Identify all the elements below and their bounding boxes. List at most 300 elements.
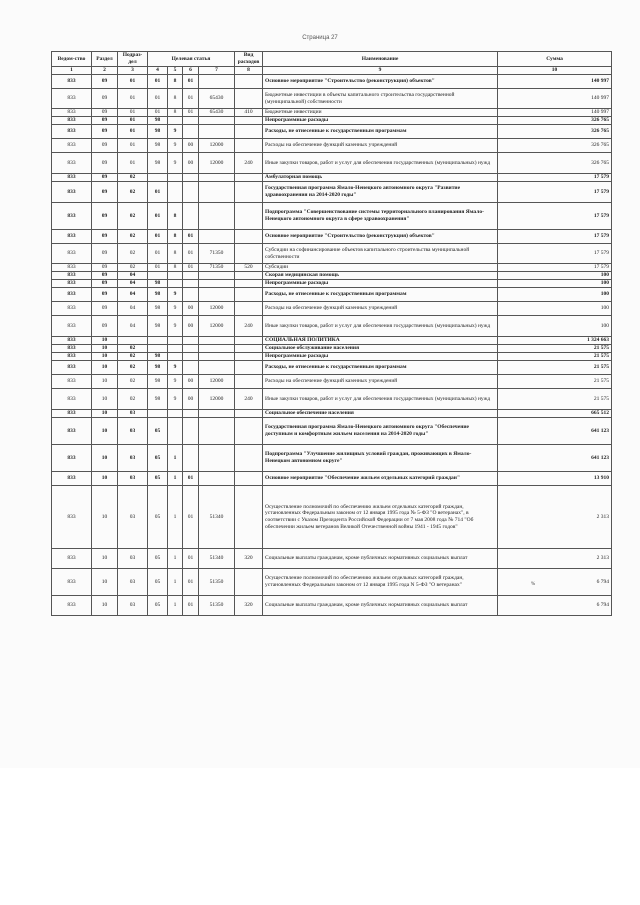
- cell-ved: 833: [52, 353, 92, 361]
- cell-name: Расходы на обеспечение функций казенных учреждений: [263, 375, 498, 389]
- cell-sum: 140 997: [498, 75, 612, 89]
- cell-target-direction: 12000: [199, 375, 235, 389]
- cell-vid: [235, 203, 263, 230]
- cell-vid: 410: [235, 109, 263, 117]
- table-row: [52, 418, 612, 445]
- cell-podrazdel: 03: [118, 472, 148, 486]
- cell-razdel: 09: [92, 89, 118, 109]
- cell-target-program: [148, 337, 168, 345]
- cell-target-program: 01: [148, 230, 168, 244]
- cell-sum: 641 123: [498, 418, 612, 445]
- cell-target-event: 01: [183, 596, 199, 616]
- cell-razdel: 10: [92, 353, 118, 361]
- cell-vid: [235, 445, 263, 472]
- cell-target-event: 01: [183, 549, 199, 569]
- cell-target-direction: 71350: [199, 264, 235, 272]
- cell-podrazdel: 03: [118, 445, 148, 472]
- cell-target-program: 98: [148, 316, 168, 337]
- cell-target-subprogram: [168, 182, 183, 203]
- cell-sum: 21 575: [498, 375, 612, 389]
- table-row: [52, 203, 612, 230]
- table-row: [52, 375, 612, 389]
- cell-target-program: 98: [148, 288, 168, 302]
- cell-target-program: 98: [148, 125, 168, 139]
- cell-target-program: 98: [148, 139, 168, 153]
- cell-target-program: 01: [148, 203, 168, 230]
- col-number: 3: [118, 67, 148, 75]
- cell-ved: 833: [52, 203, 92, 230]
- cell-razdel: 09: [92, 244, 118, 264]
- cell-name: Иные закупки товаров, работ и услуг для обеспечения государственных (муниципальных) нужд: [263, 389, 498, 410]
- cell-vid: [235, 361, 263, 375]
- cell-target-direction: [199, 272, 235, 280]
- table-row: [52, 139, 612, 153]
- cell-target-event: [183, 117, 199, 125]
- cell-sum: 6 794: [498, 569, 612, 596]
- cell-ved: 833: [52, 117, 92, 125]
- cell-target-event: [183, 280, 199, 288]
- cell-ved: 833: [52, 302, 92, 316]
- cell-target-event: [183, 174, 199, 182]
- cell-target-direction: [199, 125, 235, 139]
- cell-razdel: 10: [92, 569, 118, 596]
- cell-razdel: 09: [92, 302, 118, 316]
- cell-sum: 1 324 663: [498, 337, 612, 345]
- cell-razdel: 10: [92, 596, 118, 616]
- cell-razdel: 09: [92, 272, 118, 280]
- cell-name: Непрограммные расходы: [263, 280, 498, 288]
- cell-vid: [235, 337, 263, 345]
- cell-vid: [235, 302, 263, 316]
- cell-name: Иные закупки товаров, работ и услуг для обеспечения государственных (муниципальных) нужд: [263, 153, 498, 174]
- cell-name: Расходы, не отнесенные к государственным программам: [263, 125, 498, 139]
- cell-name: Государственная программа Ямало-Ненецкого автономного округа "Обеспечение доступным и комфортным жильем населения на 2014-2020 годы": [263, 418, 498, 445]
- cell-razdel: 10: [92, 337, 118, 345]
- cell-sum: 6 794: [498, 596, 612, 616]
- cell-vid: [235, 125, 263, 139]
- table-row: [52, 230, 612, 244]
- table-row: [52, 153, 612, 174]
- cell-podrazdel: 02: [118, 345, 148, 353]
- col-number: 7: [199, 67, 235, 75]
- cell-name: Социальные выплаты гражданам, кроме публичных нормативных социальных выплат: [263, 549, 498, 569]
- cell-target-program: 05: [148, 486, 168, 549]
- cell-razdel: 09: [92, 203, 118, 230]
- cell-sum: 100: [498, 280, 612, 288]
- cell-target-subprogram: [168, 410, 183, 418]
- cell-target-subprogram: [168, 337, 183, 345]
- cell-sum: 100: [498, 272, 612, 280]
- cell-target-program: 05: [148, 472, 168, 486]
- cell-target-event: [183, 272, 199, 280]
- cell-vid: [235, 89, 263, 109]
- cell-target-program: 01: [148, 75, 168, 89]
- cell-sum: 326 765: [498, 139, 612, 153]
- cell-ved: 833: [52, 182, 92, 203]
- cell-ved: 833: [52, 375, 92, 389]
- cell-sum: 2 313: [498, 549, 612, 569]
- cell-target-subprogram: 8: [168, 230, 183, 244]
- cell-ved: 833: [52, 280, 92, 288]
- cell-sum: 326 765: [498, 125, 612, 139]
- cell-sum: 326 765: [498, 153, 612, 174]
- cell-target-program: [148, 345, 168, 353]
- cell-podrazdel: 03: [118, 569, 148, 596]
- cell-target-program: 05: [148, 418, 168, 445]
- table-row: [52, 244, 612, 264]
- cell-target-event: 01: [183, 230, 199, 244]
- cell-podrazdel: 03: [118, 486, 148, 549]
- table-row: [52, 353, 612, 361]
- cell-target-program: [148, 272, 168, 280]
- cell-target-event: [183, 353, 199, 361]
- cell-razdel: 10: [92, 445, 118, 472]
- cell-razdel: 09: [92, 280, 118, 288]
- cell-target-subprogram: 8: [168, 75, 183, 89]
- cell-razdel: 10: [92, 345, 118, 353]
- cell-target-event: 00: [183, 316, 199, 337]
- cell-target-program: 01: [148, 89, 168, 109]
- cell-vid: [235, 472, 263, 486]
- cell-target-direction: [199, 361, 235, 375]
- cell-name: Расходы на обеспечение функций казенных учреждений: [263, 302, 498, 316]
- table-row: [52, 89, 612, 109]
- cell-sum: 17 579: [498, 230, 612, 244]
- cell-vid: [235, 117, 263, 125]
- cell-target-program: 01: [148, 109, 168, 117]
- cell-target-subprogram: [168, 117, 183, 125]
- col-number: 9: [263, 67, 498, 75]
- cell-target-subprogram: [168, 280, 183, 288]
- cell-target-subprogram: 9: [168, 302, 183, 316]
- cell-vid: [235, 244, 263, 264]
- cell-razdel: 10: [92, 472, 118, 486]
- cell-target-subprogram: 8: [168, 109, 183, 117]
- cell-target-program: 05: [148, 569, 168, 596]
- cell-target-direction: [199, 345, 235, 353]
- cell-ved: 833: [52, 89, 92, 109]
- cell-target-event: 01: [183, 89, 199, 109]
- cell-target-direction: [199, 288, 235, 302]
- cell-podrazdel: 02: [118, 230, 148, 244]
- cell-name: Расходы на обеспечение функций казенных учреждений: [263, 139, 498, 153]
- cell-target-direction: 51350: [199, 596, 235, 616]
- cell-target-program: 01: [148, 264, 168, 272]
- cell-target-direction: 51350: [199, 569, 235, 596]
- cell-target-event: [183, 361, 199, 375]
- cell-sum: 140 997: [498, 89, 612, 109]
- cell-podrazdel: 04: [118, 272, 148, 280]
- header-row: [52, 52, 612, 67]
- cell-target-direction: [199, 230, 235, 244]
- cell-name: СОЦИАЛЬНАЯ ПОЛИТИКА: [263, 337, 498, 345]
- cell-podrazdel: 01: [118, 153, 148, 174]
- cell-target-program: 01: [148, 244, 168, 264]
- cell-sum: 17 579: [498, 203, 612, 230]
- cell-name: Осуществление полномочий по обеспечению жильем отдельных категорий граждан, установленных Федеральным законом от 12 января 1995 года N 5-ФЗ "О ветеранах": [263, 569, 498, 596]
- cell-name: Основное мероприятие "Обеспечение жильем отдельных категорий граждан": [263, 472, 498, 486]
- cell-target-subprogram: 9: [168, 361, 183, 375]
- cell-target-direction: 12000: [199, 302, 235, 316]
- cell-vid: [235, 345, 263, 353]
- cell-podrazdel: 04: [118, 280, 148, 288]
- cell-vid: [235, 418, 263, 445]
- cell-vid: [235, 174, 263, 182]
- cell-vid: [235, 375, 263, 389]
- cell-vid: [235, 280, 263, 288]
- cell-podrazdel: 02: [118, 389, 148, 410]
- cell-target-subprogram: 9: [168, 153, 183, 174]
- cell-target-direction: [199, 410, 235, 418]
- table-row: [52, 361, 612, 375]
- cell-target-direction: [199, 174, 235, 182]
- cell-ved: 833: [52, 153, 92, 174]
- cell-target-direction: [199, 472, 235, 486]
- cell-target-event: 01: [183, 244, 199, 264]
- cell-target-event: 00: [183, 302, 199, 316]
- cell-target-subprogram: 8: [168, 264, 183, 272]
- cell-podrazdel: 02: [118, 174, 148, 182]
- col-header-vid: Вид расходов: [235, 52, 263, 67]
- column-number-row: [52, 67, 612, 75]
- cell-ved: 833: [52, 264, 92, 272]
- cell-target-program: [148, 174, 168, 182]
- cell-target-direction: 65430: [199, 109, 235, 117]
- cell-sum: 100: [498, 316, 612, 337]
- col-number: 6: [183, 67, 199, 75]
- cell-ved: 833: [52, 596, 92, 616]
- cell-razdel: 09: [92, 153, 118, 174]
- cell-target-program: 98: [148, 280, 168, 288]
- cell-target-event: [183, 288, 199, 302]
- cell-razdel: 09: [92, 139, 118, 153]
- table-row: [52, 389, 612, 410]
- cell-target-subprogram: 9: [168, 139, 183, 153]
- cell-target-subprogram: [168, 418, 183, 445]
- cell-podrazdel: 02: [118, 182, 148, 203]
- cell-vid: [235, 353, 263, 361]
- cell-target-program: 05: [148, 596, 168, 616]
- cell-target-direction: 65430: [199, 89, 235, 109]
- cell-ved: 833: [52, 410, 92, 418]
- table-row: [52, 549, 612, 569]
- cell-target-direction: [199, 337, 235, 345]
- cell-target-direction: [199, 75, 235, 89]
- cell-target-direction: [199, 445, 235, 472]
- cell-name: Основное мероприятие "Строительство (реконструкция) объектов": [263, 230, 498, 244]
- cell-podrazdel: 01: [118, 109, 148, 117]
- cell-name: Социальные выплаты гражданам, кроме публичных нормативных социальных выплат: [263, 596, 498, 616]
- cell-razdel: 09: [92, 182, 118, 203]
- cell-target-event: [183, 445, 199, 472]
- cell-razdel: 09: [92, 288, 118, 302]
- cell-podrazdel: 01: [118, 125, 148, 139]
- cell-name: Расходы, не отнесенные к государственным программам: [263, 288, 498, 302]
- col-header-sum: Сумма: [498, 52, 612, 67]
- cell-target-subprogram: 8: [168, 244, 183, 264]
- cell-podrazdel: 02: [118, 203, 148, 230]
- cell-target-subprogram: 1: [168, 445, 183, 472]
- cell-target-program: 98: [148, 302, 168, 316]
- cell-ved: 833: [52, 549, 92, 569]
- cell-target-subprogram: 1: [168, 569, 183, 596]
- cell-razdel: 10: [92, 375, 118, 389]
- cell-ved: 833: [52, 125, 92, 139]
- cell-ved: 833: [52, 288, 92, 302]
- cell-target-subprogram: [168, 345, 183, 353]
- cell-sum: 21 575: [498, 389, 612, 410]
- cell-ved: 833: [52, 337, 92, 345]
- cell-name: Расходы, не отнесенные к государственным программам: [263, 361, 498, 375]
- cell-sum: 665 512: [498, 410, 612, 418]
- col-number: 4: [148, 67, 168, 75]
- cell-name: Иные закупки товаров, работ и услуг для обеспечения государственных (муниципальных) нужд: [263, 316, 498, 337]
- cell-razdel: 10: [92, 410, 118, 418]
- cell-podrazdel: 02: [118, 353, 148, 361]
- cell-ved: 833: [52, 174, 92, 182]
- table-row: [52, 302, 612, 316]
- cell-target-direction: [199, 353, 235, 361]
- table-row: [52, 337, 612, 345]
- cell-ved: 833: [52, 244, 92, 264]
- cell-name: Непрограммные расходы: [263, 353, 498, 361]
- cell-target-subprogram: [168, 174, 183, 182]
- cell-sum: 17 579: [498, 244, 612, 264]
- cell-target-event: 00: [183, 153, 199, 174]
- cell-vid: 240: [235, 153, 263, 174]
- cell-name: Подпрограмма "Совершенствование системы территориального планирования Ямало-Ненецкого автономного округа в сфере здравоохранения": [263, 203, 498, 230]
- cell-razdel: 09: [92, 75, 118, 89]
- cell-sum: 2 313: [498, 486, 612, 549]
- cell-target-subprogram: 9: [168, 389, 183, 410]
- cell-target-direction: 51340: [199, 549, 235, 569]
- cell-target-event: 01: [183, 472, 199, 486]
- cell-podrazdel: 03: [118, 596, 148, 616]
- cell-podrazdel: 02: [118, 361, 148, 375]
- cell-ved: 833: [52, 389, 92, 410]
- cell-name: Бюджетные инвестиции: [263, 109, 498, 117]
- cell-ved: 833: [52, 486, 92, 549]
- cell-ved: 833: [52, 418, 92, 445]
- cell-target-direction: [199, 418, 235, 445]
- table-row: [52, 410, 612, 418]
- cell-target-event: 00: [183, 375, 199, 389]
- cell-vid: 240: [235, 389, 263, 410]
- cell-ved: 833: [52, 472, 92, 486]
- cell-target-event: [183, 182, 199, 203]
- cell-vid: [235, 569, 263, 596]
- cell-podrazdel: 01: [118, 89, 148, 109]
- table-row: [52, 182, 612, 203]
- cell-target-program: 05: [148, 549, 168, 569]
- cell-target-program: 98: [148, 389, 168, 410]
- cell-razdel: 10: [92, 418, 118, 445]
- cell-target-event: 00: [183, 139, 199, 153]
- table-row: [52, 316, 612, 337]
- col-number: 10: [498, 67, 612, 75]
- cell-vid: 240: [235, 316, 263, 337]
- table-row: [52, 174, 612, 182]
- cell-target-event: [183, 203, 199, 230]
- cell-ved: 833: [52, 75, 92, 89]
- cell-sum: 21 575: [498, 361, 612, 375]
- cell-podrazdel: 04: [118, 316, 148, 337]
- cell-ved: 833: [52, 316, 92, 337]
- cell-target-direction: 71350: [199, 244, 235, 264]
- cell-target-event: [183, 125, 199, 139]
- cell-vid: [235, 288, 263, 302]
- cell-podrazdel: 02: [118, 375, 148, 389]
- cell-ved: 833: [52, 569, 92, 596]
- cell-vid: [235, 410, 263, 418]
- cell-ved: 833: [52, 345, 92, 353]
- cell-podrazdel: 02: [118, 264, 148, 272]
- cell-vid: 520: [235, 264, 263, 272]
- handwritten-mark: %: [531, 582, 536, 587]
- cell-name: Осуществление полномочий по обеспечению жильем отдельных категорий граждан, установленных Федеральным законом от 12 января 1995 года № 5-ФЗ "О ветеранах", в соответствии с Указом Президента Российской Федерации от 7 мая 2008 года № 714 "Об обеспечении жильем ветеранов Великой Отечественной войны 1941 - 1945 годов": [263, 486, 498, 549]
- col-header-ved: Ведом-ство: [52, 52, 92, 67]
- cell-razdel: 09: [92, 125, 118, 139]
- cell-target-subprogram: 1: [168, 596, 183, 616]
- cell-vid: [235, 272, 263, 280]
- cell-vid: [235, 139, 263, 153]
- cell-target-subprogram: 1: [168, 486, 183, 549]
- cell-target-program: [148, 410, 168, 418]
- cell-vid: [235, 486, 263, 549]
- cell-target-program: 98: [148, 117, 168, 125]
- cell-target-direction: [199, 117, 235, 125]
- cell-podrazdel: 01: [118, 139, 148, 153]
- cell-vid: [235, 75, 263, 89]
- cell-target-subprogram: 9: [168, 288, 183, 302]
- table-row: [52, 472, 612, 486]
- col-number: 2: [92, 67, 118, 75]
- cell-sum: 13 910: [498, 472, 612, 486]
- cell-target-program: 98: [148, 353, 168, 361]
- col-number: 5: [168, 67, 183, 75]
- table-row: [52, 445, 612, 472]
- cell-podrazdel: 01: [118, 117, 148, 125]
- cell-name: Социальное обеспечение населения: [263, 410, 498, 418]
- cell-name: Субсидии: [263, 264, 498, 272]
- cell-target-program: 98: [148, 375, 168, 389]
- cell-target-event: 01: [183, 75, 199, 89]
- cell-razdel: 09: [92, 264, 118, 272]
- cell-target-subprogram: 1: [168, 472, 183, 486]
- table-body: [52, 75, 612, 616]
- cell-vid: 320: [235, 549, 263, 569]
- cell-target-event: 01: [183, 569, 199, 596]
- cell-razdel: 09: [92, 316, 118, 337]
- table-row: [52, 345, 612, 353]
- cell-podrazdel: 03: [118, 410, 148, 418]
- cell-target-subprogram: 1: [168, 549, 183, 569]
- cell-sum: 21 575: [498, 353, 612, 361]
- cell-name: Подпрограмма "Улучшение жилищных условий граждан, проживающих в Ямало-Ненецком автономном округе": [263, 445, 498, 472]
- cell-sum: 641 123: [498, 445, 612, 472]
- cell-podrazdel: 02: [118, 244, 148, 264]
- table-row: [52, 288, 612, 302]
- cell-name: Скорая медицинская помощь: [263, 272, 498, 280]
- table-row: [52, 569, 612, 596]
- cell-name: Социальное обслуживание населения: [263, 345, 498, 353]
- cell-target-event: [183, 418, 199, 445]
- cell-razdel: 10: [92, 549, 118, 569]
- table-row: [52, 272, 612, 280]
- cell-razdel: 09: [92, 174, 118, 182]
- cell-sum: 140 997: [498, 109, 612, 117]
- cell-target-direction: 12000: [199, 139, 235, 153]
